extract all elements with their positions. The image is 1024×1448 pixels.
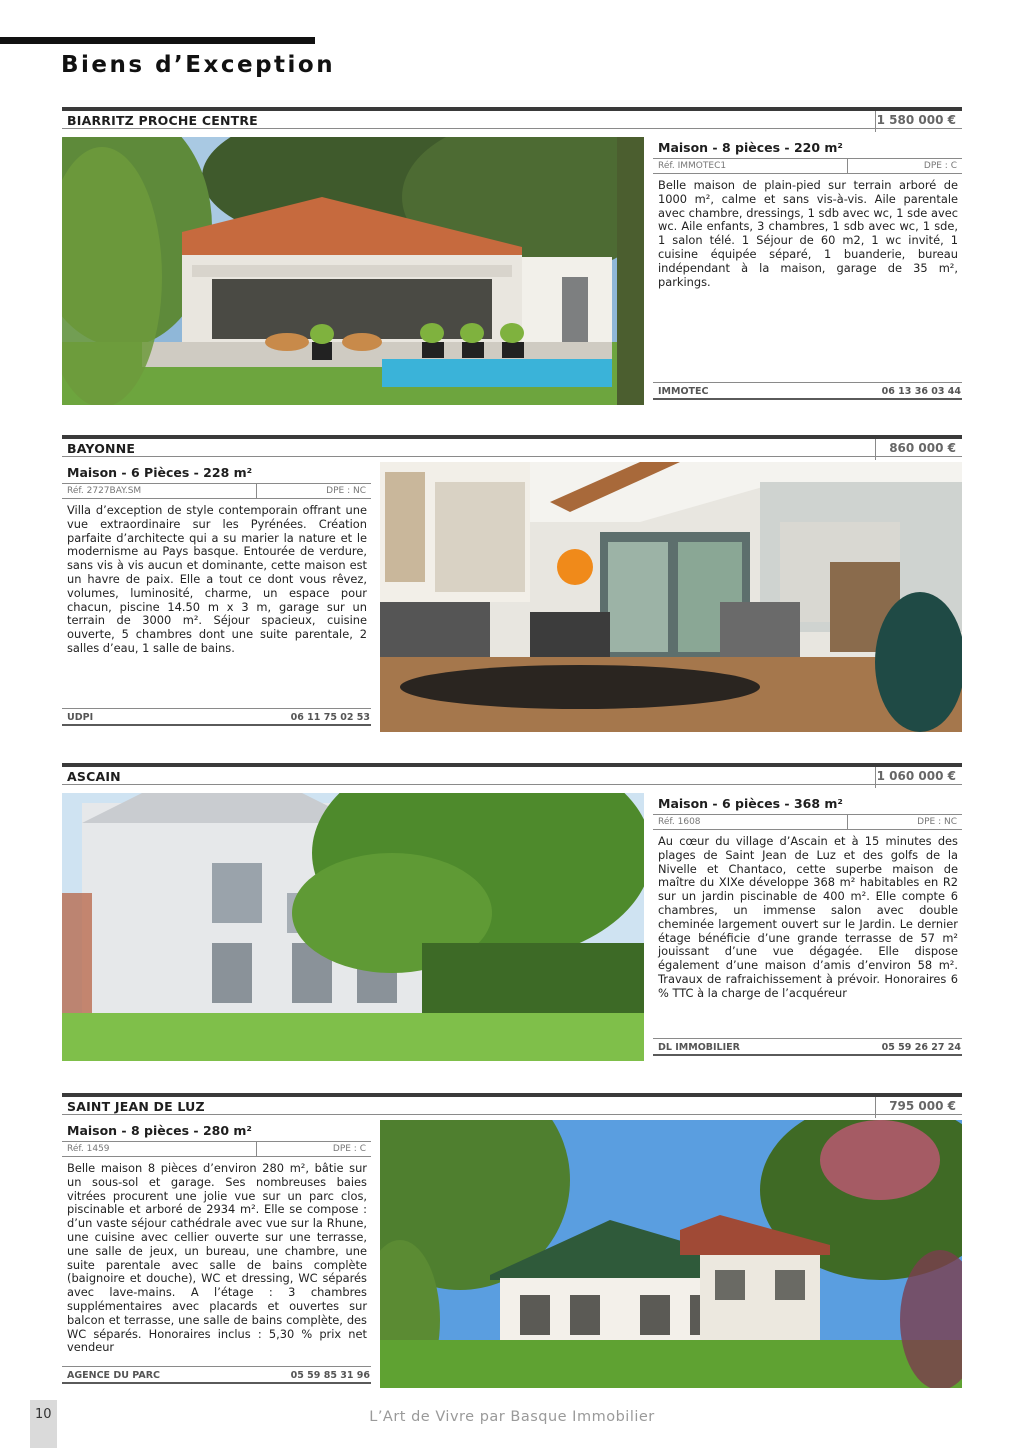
property-description: Villa d’exception de style contemporain offrant une vue extraordinaire sur les Pyrénées. Création parfaite d’architecte qui a su marier la nature et le modernisme au Pays basque. Entourée de verdure, sans vis à vis aucun et dominante, cette maison est un havre de paix. Elle a tout ce dont vous rêvez, volumes, luminosité, charme, un espace pour chacun, piscine 14.50 m x 3 m, garage sur un terrain de 3000 m². Séjour spacieux, cuisine ouverte, 5 chambres dont une suite parentale, 2 salles d’eau, 1 salle de bains. bbox=[67, 503, 367, 655]
listing-info bbox=[653, 793, 962, 1061]
listing-info bbox=[653, 137, 962, 405]
agency-footer bbox=[62, 708, 371, 726]
reference: Réf. IMMOTEC1 bbox=[658, 161, 727, 171]
property-photo bbox=[380, 462, 962, 732]
page-title: Biens d’Exception bbox=[61, 52, 336, 78]
footer-tagline: L’Art de Vivre par Basque Immobilier bbox=[369, 1409, 655, 1425]
divider bbox=[847, 159, 848, 174]
agency-name: DL IMMOBILIER bbox=[658, 1042, 740, 1053]
listing-location: SAINT JEAN DE LUZ bbox=[67, 1099, 205, 1114]
property-description: Belle maison 8 pièces d’environ 280 m², bâtie sur un sous-sol et garage. Ses nombreuses baies vitrées procurent une jolie vue sur un parc clos, piscinable et arboré de 2934 m². Elle se compose : d’un vaste séjour cathédrale avec vue sur la Rhune, une cuisine avec cellier ouverte sur une terrasse, une salle de jeux, un bureau, une chambre, une suite parentale avec salle de bains complète (baignoire et douche), WC et dressing, WC séparés avec lave-mains. A l’étage : 3 chambres supplémentaires avec placards et ouvertes sur balcon et terrasse, une salle de bains complète, des WC séparés. Honoraires inclus : 5,30 % prix net vendeur bbox=[67, 1161, 367, 1355]
agency-footer bbox=[62, 1366, 371, 1384]
listing-header bbox=[62, 107, 962, 129]
listing-info bbox=[62, 1120, 371, 1390]
listing-bayonne bbox=[62, 435, 962, 735]
listing-price: 1 060 000 € bbox=[875, 767, 962, 788]
agency-footer bbox=[653, 382, 962, 400]
dpe-rating: DPE : C bbox=[332, 1144, 366, 1154]
agency-phone: 05 59 26 27 24 bbox=[881, 1042, 961, 1053]
divider bbox=[847, 815, 848, 830]
top-rule bbox=[0, 37, 315, 44]
property-photo bbox=[62, 793, 644, 1061]
dpe-rating: DPE : C bbox=[923, 161, 957, 171]
listing-ascain bbox=[62, 763, 962, 1063]
property-description: Au cœur du village d’Ascain et à 15 minutes des plages de Saint Jean de Luz et des golfs de la Nivelle et Chantaco, cette superbe maison de maître du XIXe développe 368 m² habitables en R2 sur un jardin piscinable de 400 m². Elle compte 6 chambres, un immense salon avec double cheminée largement ouvert sur le Jardin. Le dernier étage bénéficie d’une grande terrasse de 57 m² jouissant d’une vue dégagée. Elle dispose également d’une maison d’amis d’environ 58 m². Travaux de rafraichissement à prévoir. Honoraires 6 % TTC à la charge de l’acquéreur bbox=[658, 834, 958, 1000]
listing-location: BAYONNE bbox=[67, 441, 136, 456]
listing-header bbox=[62, 1093, 962, 1115]
property-type: Maison - 6 pièces - 368 m² bbox=[653, 793, 962, 815]
divider bbox=[256, 1142, 257, 1157]
divider bbox=[256, 484, 257, 499]
reference-line bbox=[62, 1142, 371, 1157]
listing-saint-jean-de-luz bbox=[62, 1093, 962, 1393]
agency-phone: 06 11 75 02 53 bbox=[290, 712, 370, 723]
page-number: 10 bbox=[35, 1407, 52, 1422]
dpe-rating: DPE : NC bbox=[326, 486, 366, 496]
property-type: Maison - 6 Pièces - 228 m² bbox=[62, 462, 371, 484]
listing-price: 860 000 € bbox=[875, 439, 962, 460]
listing-location: BIARRITZ PROCHE CENTRE bbox=[67, 113, 258, 128]
reference-line bbox=[653, 815, 962, 830]
dpe-rating: DPE : NC bbox=[917, 817, 957, 827]
reference: Réf. 1459 bbox=[67, 1144, 110, 1154]
reference-line bbox=[653, 159, 962, 174]
property-photo bbox=[380, 1120, 962, 1388]
listing-header bbox=[62, 763, 962, 785]
listing-price: 1 580 000 € bbox=[875, 111, 962, 132]
property-photo bbox=[62, 137, 644, 405]
listing-location: ASCAIN bbox=[67, 769, 121, 784]
reference: Réf. 2727BAY.SM bbox=[67, 486, 142, 496]
agency-name: IMMOTEC bbox=[658, 386, 709, 397]
agency-phone: 06 13 36 03 44 bbox=[881, 386, 961, 397]
property-type: Maison - 8 pièces - 280 m² bbox=[62, 1120, 371, 1142]
agency-name: AGENCE DU PARC bbox=[67, 1370, 160, 1381]
reference-line bbox=[62, 484, 371, 499]
listing-biarritz bbox=[62, 107, 962, 407]
property-description: Belle maison de plain-pied sur terrain arboré de 1000 m², calme et sans vis-à-vis. Aile parentale avec chambre, dressings, 1 sdb avec wc, 1 sde avec wc. Aile enfants, 3 chambres, 1 sdb avec wc, 1 sde, 1 salon télé. 1 Séjour de 60 m2, 1 wc invité, 1 cuisine équipée séparé, 1 buanderie, bureau indépendant à la maison, garage de 35 m², parkings. bbox=[658, 178, 958, 289]
agency-name: UDPI bbox=[67, 712, 94, 723]
property-type: Maison - 8 pièces - 220 m² bbox=[653, 137, 962, 159]
listing-header bbox=[62, 435, 962, 457]
listing-price: 795 000 € bbox=[875, 1097, 962, 1118]
listing-info bbox=[62, 462, 371, 733]
agency-phone: 05 59 85 31 96 bbox=[290, 1370, 370, 1381]
reference: Réf. 1608 bbox=[658, 817, 701, 827]
agency-footer bbox=[653, 1038, 962, 1056]
